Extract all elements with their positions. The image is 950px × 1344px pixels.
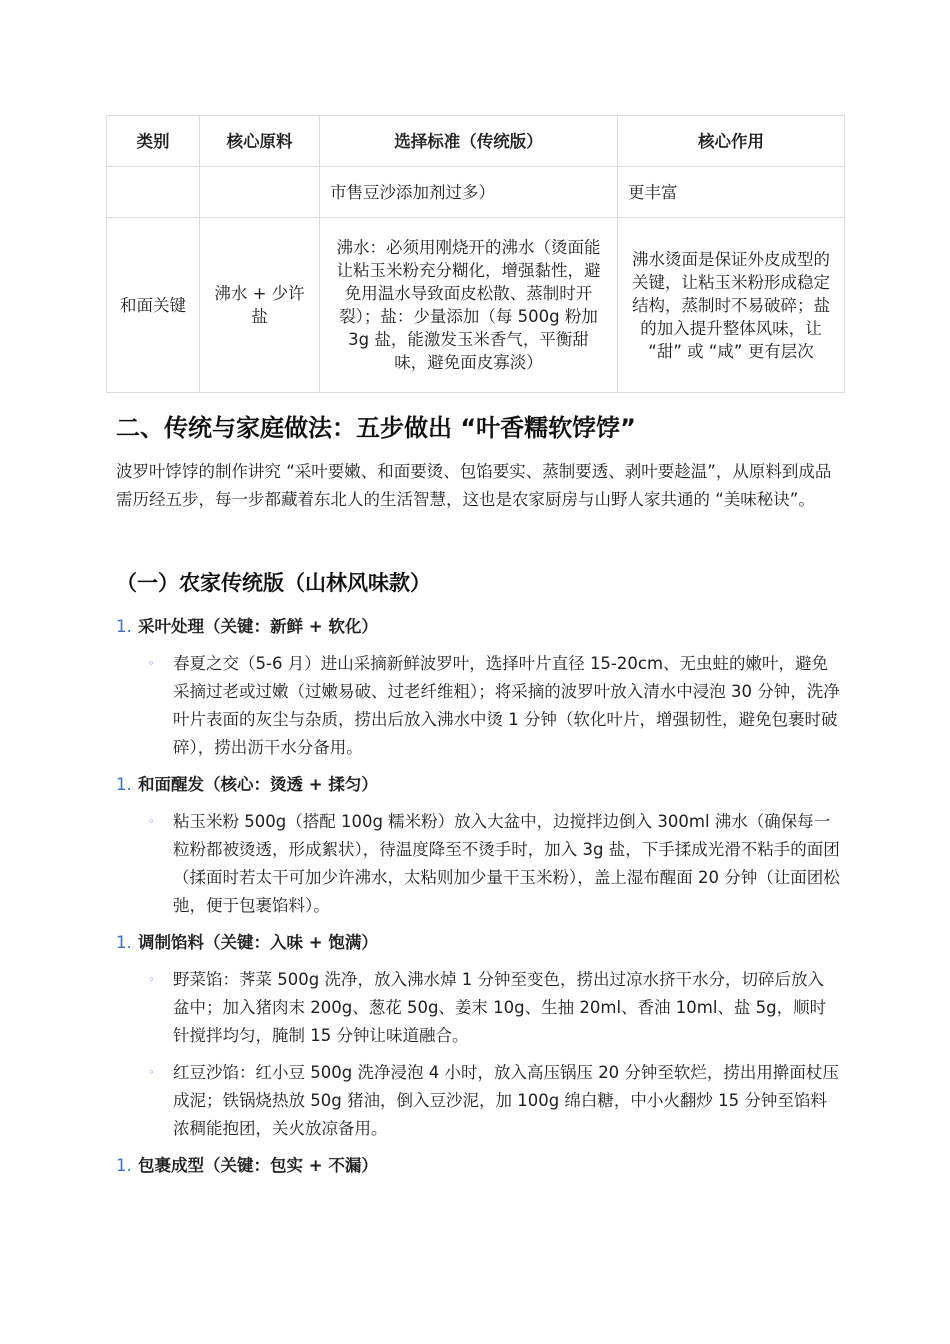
hollow-circle-bullet-icon: ◦ xyxy=(148,973,155,986)
table-row xyxy=(107,218,845,393)
table-header-row xyxy=(107,116,845,167)
intro-paragraph: 波罗叶饽饽的制作讲究 “采叶要嫩、和面要烫、包馅要实、蒸制要透、剥叶要趁温”，从原料到成品需历经五步，每一步都藏着东北人的生活智慧，这也是农家厨房与山野人家共通的 “美味秘诀”。 xyxy=(116,462,832,509)
step-number: 1. xyxy=(116,1156,132,1175)
table-cell: 和面关键 xyxy=(107,218,200,393)
step-title: 采叶处理（关键：新鲜 + 软化） xyxy=(138,617,378,636)
list-item-text: 春夏之交（5-6 月）进山采摘新鲜波罗叶，选择叶片直径 15-20cm、无虫蛀的嫩叶，避免采摘过老或过嫩（过嫩易破、过老纤维粗）；将采摘的波罗叶放入清水中浸泡 30 分钟，洗净叶片表面的灰尘与杂质，捞出后放入沸水中烫 1 分钟（软化叶片，增强韧性，避免包裹时破碎），捞出沥干水分备用。 xyxy=(173,654,840,757)
list-item xyxy=(148,808,840,920)
table-row xyxy=(107,167,845,218)
list-item-text: 粘玉米粉 500g（搭配 100g 糯米粉）放入大盆中，边搅拌边倒入 300ml 沸水（确保每一粒粉都被烫透，形成絮状），待温度降至不烫手时，加入 3g 盐，下手揉成光滑不粘手的面团（揉面时若太干可加少许沸水，太粘则加少量干玉米粉），盖上湿布醒面 20 分钟（让面团松弛，便于包裹馅料）。 xyxy=(173,812,840,915)
subsection-title: （一）农家传统版（山林风味款） xyxy=(116,571,431,595)
table-header-standard: 选择标准（传统版） xyxy=(320,116,618,167)
list-item xyxy=(148,966,840,1050)
table-cell: 更丰富 xyxy=(618,167,845,218)
step-heading xyxy=(116,1153,378,1179)
step-heading xyxy=(116,930,378,956)
list-item-text: 红豆沙馅：红小豆 500g 洗净浸泡 4 小时，放入高压锅压 20 分钟至软烂，捞出用擀面杖压成泥；铁锅烧热放 50g 猪油，倒入豆沙泥，加 100g 绵白糖，中小火翻炒 15 分钟至馅料浓稠能抱团，关火放凉备用。 xyxy=(173,1063,839,1138)
step-heading xyxy=(116,772,378,798)
list-item-text: 野菜馅：荠菜 500g 洗净，放入沸水焯 1 分钟至变色，捞出过凉水挤干水分，切碎后放入盆中；加入猪肉末 200g、葱花 50g、姜末 10g、生抽 20ml、香油 10ml、盐 5g，顺时针搅拌均匀，腌制 15 分钟让味道融合。 xyxy=(173,970,827,1045)
hollow-circle-bullet-icon: ◦ xyxy=(148,657,155,670)
table-cell: 市售豆沙添加剂过多） xyxy=(320,167,618,218)
hollow-circle-bullet-icon: ◦ xyxy=(148,1066,155,1079)
step-title: 和面醒发（核心：烫透 + 揉匀） xyxy=(138,775,378,794)
table-cell: 沸水烫面是保证外皮成型的关键，让粘玉米粉形成稳定结构，蒸制时不易破碎；盐的加入提升整体风味，让 “甜” 或 “咸” 更有层次 xyxy=(618,218,845,393)
hollow-circle-bullet-icon: ◦ xyxy=(148,815,155,828)
table-cell xyxy=(107,167,200,218)
step-title: 调制馅料（关键：入味 + 饱满） xyxy=(138,933,378,952)
section-title: 二、传统与家庭做法：五步做出 “叶香糯软饽饽” xyxy=(116,414,636,442)
step-number: 1. xyxy=(116,617,132,636)
table-cell xyxy=(200,167,320,218)
list-item xyxy=(148,1059,840,1143)
table-cell: 沸水：必须用刚烧开的沸水（烫面能让粘玉米粉充分糊化，增强黏性，避免用温水导致面皮松散、蒸制时开裂）；盐：少量添加（每 500g 粉加 3g 盐，能激发玉米香气，平衡甜味，避免面皮寡淡） xyxy=(320,218,618,393)
table-header-role: 核心作用 xyxy=(618,116,845,167)
step-number: 1. xyxy=(116,933,132,952)
table-header-category: 类别 xyxy=(107,116,200,167)
step-heading xyxy=(116,614,378,640)
table-header-ingredient: 核心原料 xyxy=(200,116,320,167)
step-title: 包裹成型（关键：包实 + 不漏） xyxy=(138,1156,378,1175)
list-item xyxy=(148,650,840,762)
step-number: 1. xyxy=(116,775,132,794)
table-cell: 沸水 + 少许盐 xyxy=(200,218,320,393)
ingredient-table xyxy=(106,115,845,393)
